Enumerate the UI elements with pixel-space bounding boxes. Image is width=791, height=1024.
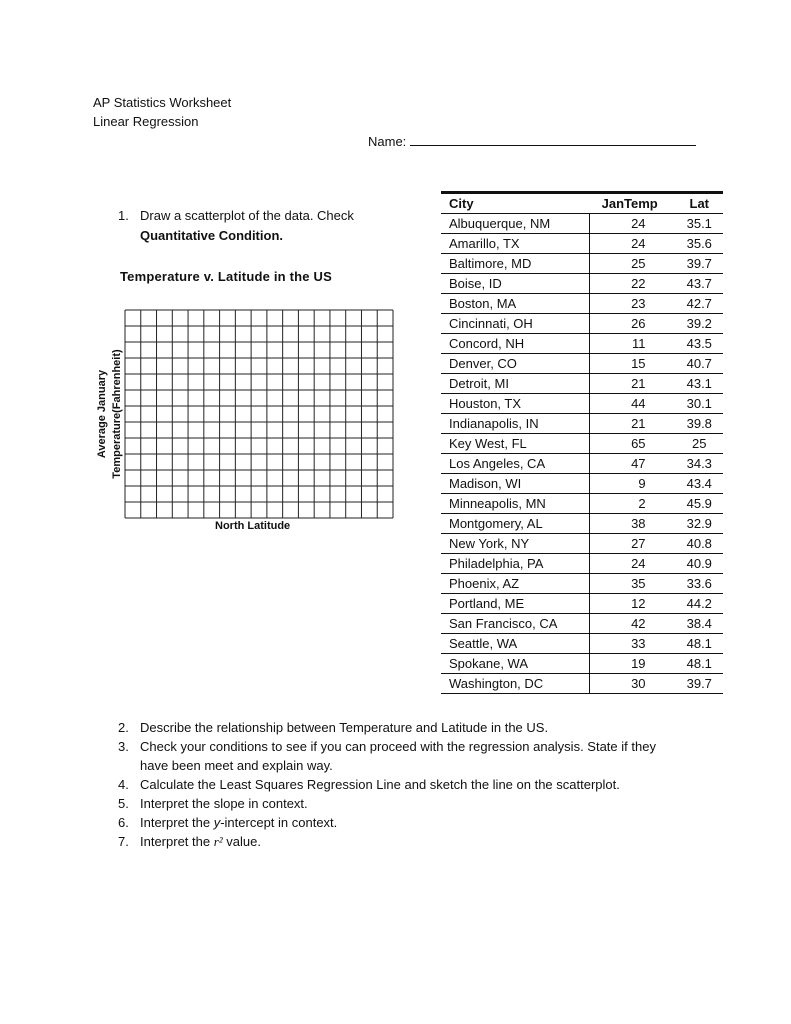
cell-lat: 43.1 (672, 374, 723, 394)
cell-jantemp: 47 (590, 454, 672, 474)
table-row (441, 374, 723, 394)
cell-city: Minneapolis, MN (441, 494, 590, 514)
cell-city: Washington, DC (441, 674, 590, 694)
question-text: Interpret the slope in context. (140, 796, 308, 811)
cell-lat: 39.2 (672, 314, 723, 334)
cell-city: Madison, WI (441, 474, 590, 494)
table-row (441, 414, 723, 434)
question-number: 7. (118, 834, 129, 849)
cell-city: Amarillo, TX (441, 234, 590, 254)
data-table (441, 194, 723, 694)
cell-city: Indianapolis, IN (441, 414, 590, 434)
table-row (441, 574, 723, 594)
question-text: Interpret the (140, 815, 214, 830)
header-city: City (441, 194, 590, 214)
question-6 (118, 813, 678, 832)
table-row (441, 494, 723, 514)
cell-lat: 40.8 (672, 534, 723, 554)
chart-ylabel-line1: Average January (96, 369, 108, 459)
question-2 (118, 718, 678, 737)
cell-jantemp: 21 (590, 414, 672, 434)
cell-lat: 35.1 (672, 214, 723, 234)
cell-lat: 40.7 (672, 354, 723, 374)
table-row (441, 474, 723, 494)
question-3 (118, 737, 678, 775)
question-5 (118, 794, 678, 813)
question-text: Describe the relationship between Temperature and Latitude in the US. (140, 720, 549, 735)
cell-jantemp: 38 (590, 514, 672, 534)
cell-jantemp: 33 (590, 634, 672, 654)
question-text: Calculate the Least Squares Regression Line and sketch the line on the scatterplot. (140, 777, 620, 792)
cell-lat: 44.2 (672, 594, 723, 614)
cell-city: Cincinnati, OH (441, 314, 590, 334)
cell-lat: 39.7 (672, 254, 723, 274)
cell-city: Key West, FL (441, 434, 590, 454)
cell-city: Denver, CO (441, 354, 590, 374)
question-list (118, 718, 678, 851)
cell-lat: 35.6 (672, 234, 723, 254)
name-label: Name: (368, 134, 407, 149)
cell-city: Spokane, WA (441, 654, 590, 674)
cell-city: Detroit, MI (441, 374, 590, 394)
cell-city: Seattle, WA (441, 634, 590, 654)
worksheet-header (93, 93, 231, 131)
table-row (441, 234, 723, 254)
cell-jantemp: 44 (590, 394, 672, 414)
question-text: Check your conditions to see if you can proceed with the regression analysis. State if they have been meet and explain way. (140, 739, 656, 773)
cell-lat: 34.3 (672, 454, 723, 474)
table-row (441, 314, 723, 334)
table-row (441, 654, 723, 674)
cell-jantemp: 35 (590, 574, 672, 594)
table-header-row (441, 194, 723, 214)
cell-lat: 39.7 (672, 674, 723, 694)
cell-lat: 48.1 (672, 654, 723, 674)
cell-city: Boise, ID (441, 274, 590, 294)
table-row (441, 294, 723, 314)
question-number: 4. (118, 777, 129, 792)
cell-lat: 43.5 (672, 334, 723, 354)
question-text-bold: Quantitative Condition. (140, 228, 283, 243)
cell-jantemp: 24 (590, 554, 672, 574)
question-text-italic: r² (213, 834, 223, 849)
question-text: -intercept in context. (220, 815, 338, 830)
cell-jantemp: 30 (590, 674, 672, 694)
cell-lat: 32.9 (672, 514, 723, 534)
name-field[interactable] (368, 133, 696, 149)
question-1 (118, 206, 418, 248)
cell-city: Houston, TX (441, 394, 590, 414)
cell-lat: 33.6 (672, 574, 723, 594)
cell-jantemp: 2 (590, 494, 672, 514)
question-text: Draw a scatterplot of the data. Check (140, 208, 354, 223)
cell-city: New York, NY (441, 534, 590, 554)
cell-jantemp: 27 (590, 534, 672, 554)
question-text: value. (222, 834, 261, 849)
question-number: 3. (118, 739, 129, 754)
cell-jantemp: 23 (590, 294, 672, 314)
question-number: 6. (118, 815, 129, 830)
table-row (441, 354, 723, 374)
cell-jantemp: 25 (590, 254, 672, 274)
cell-lat: 30.1 (672, 394, 723, 414)
table-row (441, 514, 723, 534)
question-number: 2. (118, 720, 129, 735)
question-number: 5. (118, 796, 129, 811)
table-row (441, 614, 723, 634)
table-row (441, 254, 723, 274)
chart-title: Temperature v. Latitude in the US (120, 269, 332, 284)
cell-lat: 45.9 (672, 494, 723, 514)
worksheet-subtitle: Linear Regression (93, 114, 199, 129)
table-row (441, 594, 723, 614)
cell-jantemp: 65 (590, 434, 672, 454)
header-jantemp: JanTemp (590, 194, 672, 214)
cell-city: San Francisco, CA (441, 614, 590, 634)
table-row (441, 634, 723, 654)
cell-city: Concord, NH (441, 334, 590, 354)
cell-jantemp: 12 (590, 594, 672, 614)
cell-jantemp: 9 (590, 474, 672, 494)
data-table-wrapper (441, 191, 723, 694)
cell-jantemp: 26 (590, 314, 672, 334)
cell-jantemp: 15 (590, 354, 672, 374)
name-blank-line[interactable] (410, 133, 696, 146)
cell-lat: 42.7 (672, 294, 723, 314)
table-row (441, 674, 723, 694)
chart-xlabel: North Latitude (215, 520, 291, 532)
header-lat: Lat (672, 194, 723, 214)
cell-city: Montgomery, AL (441, 514, 590, 534)
question-7 (118, 832, 678, 851)
table-row (441, 394, 723, 414)
cell-jantemp: 42 (590, 614, 672, 634)
question-4 (118, 775, 678, 794)
cell-lat: 43.4 (672, 474, 723, 494)
cell-lat: 40.9 (672, 554, 723, 574)
cell-lat: 48.1 (672, 634, 723, 654)
cell-city: Albuquerque, NM (441, 214, 590, 234)
cell-lat: 43.7 (672, 274, 723, 294)
cell-jantemp: 24 (590, 234, 672, 254)
cell-city: Philadelphia, PA (441, 554, 590, 574)
worksheet-title: AP Statistics Worksheet (93, 95, 232, 110)
cell-city: Baltimore, MD (441, 254, 590, 274)
question-text: Interpret the (140, 834, 214, 849)
cell-jantemp: 19 (590, 654, 672, 674)
question-number: 1. (118, 208, 129, 223)
cell-jantemp: 24 (590, 214, 672, 234)
cell-lat: 39.8 (672, 414, 723, 434)
cell-city: Los Angeles, CA (441, 454, 590, 474)
cell-lat: 25 (672, 434, 723, 454)
chart-ylabel-line2: Temperature(Fahrenheit) (111, 349, 123, 479)
table-row (441, 434, 723, 454)
cell-jantemp: 11 (590, 334, 672, 354)
table-row (441, 274, 723, 294)
cell-city: Phoenix, AZ (441, 574, 590, 594)
table-row (441, 554, 723, 574)
scatterplot-grid[interactable] (124, 309, 394, 519)
cell-jantemp: 21 (590, 374, 672, 394)
cell-jantemp: 22 (590, 274, 672, 294)
cell-city: Portland, ME (441, 594, 590, 614)
table-row (441, 334, 723, 354)
question-text-italic: y (213, 815, 221, 830)
table-row (441, 454, 723, 474)
cell-city: Boston, MA (441, 294, 590, 314)
table-row (441, 534, 723, 554)
cell-lat: 38.4 (672, 614, 723, 634)
table-row (441, 214, 723, 234)
